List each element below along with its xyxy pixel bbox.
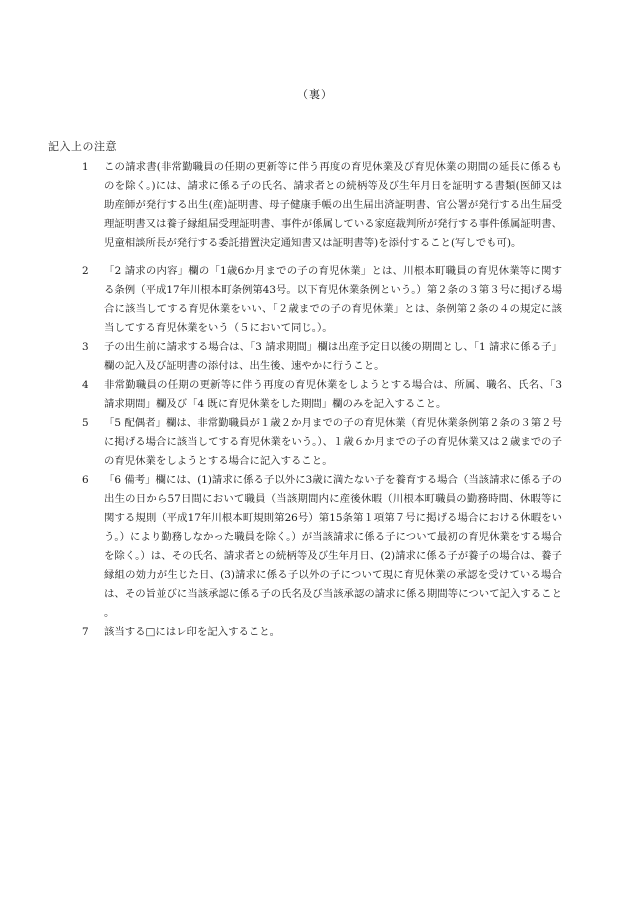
note-number: 6 xyxy=(82,474,89,486)
note-item-3 xyxy=(82,338,562,376)
notes-list xyxy=(82,158,562,642)
note-text: 「5 配偶者」欄は、非常勤職員が１歳２か月までの子の育児休業（育児休業条例第２条の３第２号に掲げる場合に該当してする育児休業をいう。）、１歳６か月までの子の育児休業又は２歳までの子の育児休業をしようとする場合に記入すること。 xyxy=(104,417,562,467)
page-title: （裏） xyxy=(297,88,333,101)
note-number: 1 xyxy=(82,161,89,173)
note-item-1 xyxy=(82,158,562,253)
note-item-4 xyxy=(82,376,562,414)
note-text: 非常勤職員の任期の更新等に伴う再度の育児休業をしようとする場合は、所属、職名、氏名、「3 請求期間」欄及び「4 既に育児休業をした期間」欄のみを記入すること。 xyxy=(104,379,562,410)
note-item-7 xyxy=(82,623,562,642)
note-text: 「2 請求の内容」欄の「1歳6か月までの子の育児休業」とは、川根本町職員の育児休業等に関する条例（平成17年川根本町条例第43号。以下育児休業条例という。）第２条の３第３号に掲げる場合に該当してする育児休業をいい、「２歳までの子の育児休業」とは、条例第２条の４の規定に該当してする育児休業をいう（５において同じ。）。 xyxy=(104,265,562,334)
note-number: 7 xyxy=(82,626,89,638)
note-text: 該当する□にはレ印を記入すること。 xyxy=(104,626,281,638)
note-number: 3 xyxy=(82,341,89,353)
note-item-2 xyxy=(82,262,562,338)
note-text: この請求書(非常勤職員の任期の更新等に伴う再度の育児休業及び育児休業の期間の延長に係るものを除く。)には、請求に係る子の氏名、請求者との続柄等及び生年月日を証明する書類(医師又は助産師が発行する出生(産)証明書、母子健康手帳の出生届出済証明書、官公署が発行する出生届受理証明書又は養子縁組届受理証明書、事件が係属している家庭裁判所が発行する事件係属証明書、児童相談所長が発行する委託措置決定通知書又は証明書等)を添付すること(写しでも可)。 xyxy=(104,161,562,249)
note-number: 2 xyxy=(82,265,89,277)
note-number: 4 xyxy=(82,379,89,391)
note-text: 子の出生前に請求する場合は、「3 請求期間」欄は出産予定日以後の期間とし、「1 請求に係る子」欄の記入及び証明書の添付は、出生後、速やかに行うこと。 xyxy=(104,341,562,372)
note-number: 5 xyxy=(82,417,89,429)
note-item-6 xyxy=(82,471,562,623)
note-text: 「6 備考」欄には、(1)請求に係る子以外に3歳に満たない子を養育する場合（当該請求に係る子の出生の日から57日間において職員（当該期間内に産後休暇（川根本町職員の勤務時間、休暇等に関する規則（平成17年川根本町規則第26号）第15条第１項第７号に掲げる場合における休暇をいう。）により勤務しなかった職員を除く。）が当該請求に係る子について最初の育児休業をする場合を除く。）は、その氏名、請求者との続柄等及び生年月日、(2)請求に係る子が養子の場合は、養子縁組の効力が生じた日、(3)請求に係る子以外の子について現に育児休業の承認を受けている場合は、その旨並びに当該承認に係る子の氏名及び当該承認の請求に係る期間等について記入すること。 xyxy=(104,474,562,619)
note-item-5 xyxy=(82,414,562,471)
section-heading: 記入上の注意 xyxy=(48,140,117,153)
